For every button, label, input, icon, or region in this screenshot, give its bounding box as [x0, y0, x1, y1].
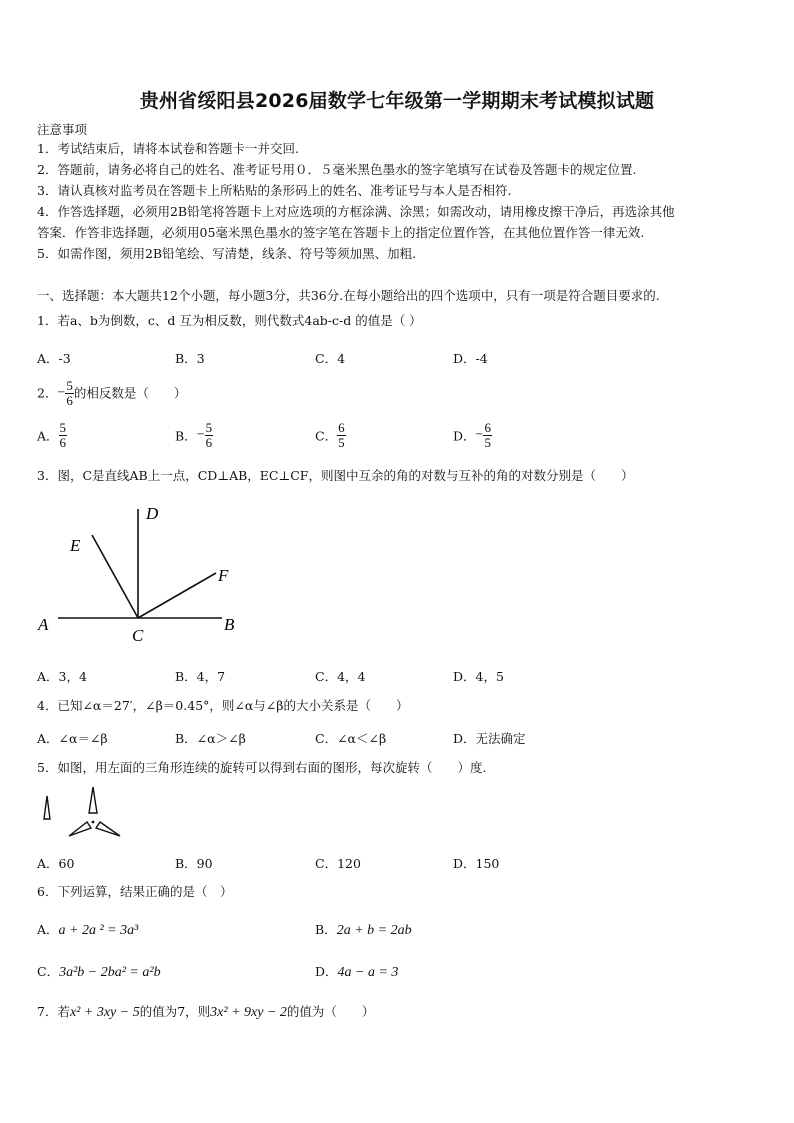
option-label: C． [315, 428, 338, 444]
option-label: B． [175, 428, 197, 444]
q2-minus: − [57, 385, 66, 401]
option-fraction [59, 421, 68, 450]
label-c: C [132, 626, 144, 645]
fraction-numerator: 5 [59, 420, 67, 435]
rotated-triangle-left [69, 822, 91, 836]
q2-option-d [453, 421, 492, 450]
ray-cf [138, 573, 216, 618]
q3-option-c: C．4，4 [315, 669, 366, 684]
q5-rotation-figure [36, 784, 136, 846]
notice-item: 3．请认真核对监考员在答题卡上所粘贴的条形码上的姓名、准考证号与本人是否相符. [37, 183, 512, 198]
q5-option-b: B．90 [175, 856, 213, 871]
q2-stem-rest: 的相反数是（ ） [73, 385, 187, 401]
fraction-denominator: 6 [205, 435, 213, 450]
question-3-stem: 3．图，C是直线AB上一点，CD⊥AB，EC⊥CF，则图中互余的角的对数与互补的角的对数分别是（ ） [37, 468, 634, 483]
q5-option-d: D．150 [453, 856, 500, 871]
label-a: A [38, 615, 49, 634]
q4-option-b: B．∠α＞∠β [175, 731, 246, 746]
option-expression: 3a²b − 2ba² = a²b [59, 965, 161, 980]
q1-option-a: A．-3 [37, 351, 71, 366]
option-label: A． [37, 428, 59, 444]
fraction-numerator: 6 [484, 420, 491, 435]
q6-option-c [37, 962, 161, 981]
q1-option-c: C．4 [315, 351, 346, 366]
q4-option-a: A．∠α＝∠β [37, 731, 108, 746]
fraction-numerator: 5 [66, 378, 73, 393]
q5-option-c: C．120 [315, 856, 361, 871]
rotation-center-dot [92, 821, 95, 824]
option-fraction [205, 421, 214, 450]
question-4-stem: 4．已知∠α＝27′，∠β＝0.45°，则∠α与∠β的大小关系是（ ） [37, 698, 409, 713]
label-d: D [146, 504, 159, 523]
notice-item: 1．考试结束后，请将本试卷和答题卡一并交回. [37, 141, 299, 156]
notice-heading: 注意事项 [37, 122, 88, 137]
fraction-numerator: 6 [338, 420, 345, 435]
single-triangle [44, 796, 50, 819]
q7-expression-2: 3x² + 9xy − 2 [210, 1005, 287, 1020]
q3-geometry-figure [30, 495, 260, 655]
q2-option-a [37, 421, 67, 450]
question-1-stem: 1．若a、b为倒数，c、d 互为相反数，则代数式4ab-c-d 的值是（ ） [37, 313, 422, 328]
q6-option-b [315, 920, 412, 939]
q4-option-d: D．无法确定 [453, 731, 526, 746]
fraction-denominator: 6 [59, 435, 67, 450]
q3-option-a: A．3，4 [37, 669, 87, 684]
label-e: E [70, 536, 81, 555]
question-2-stem [37, 379, 186, 408]
notice-item: 2．答题前，请务必将自己的姓名、准考证号用０．５毫米黑色墨水的签字笔填写在试卷及答题卡的规定位置. [37, 162, 637, 177]
option-label: D． [315, 964, 338, 979]
q7-text: 若 [57, 1004, 70, 1019]
question-7-stem [37, 1004, 374, 1021]
q2-option-b [175, 421, 213, 450]
ray-ce [92, 535, 138, 618]
q2-fraction [65, 379, 74, 408]
rotated-triangle-right [96, 822, 120, 836]
option-label: C． [37, 964, 60, 979]
option-expression: a + 2a ² = 3a³ [58, 923, 139, 938]
option-fraction [337, 421, 346, 450]
option-label: B． [315, 922, 337, 937]
notice-item: 4．作答选择题，必须用2B铅笔将答题卡上对应选项的方框涂满、涂黑；如需改动，请用橡皮擦干净后，再选涂其他 [37, 204, 675, 219]
q4-option-c: C．∠α＜∠β [315, 731, 387, 746]
option-sign: − [196, 427, 205, 443]
notice-item: 5．如需作图，须用2B铅笔绘、写清楚，线条、符号等须加黑、加粗. [37, 246, 417, 261]
q7-number: 7． [37, 1004, 58, 1019]
label-f: F [218, 566, 229, 585]
q1-option-b: B．3 [175, 351, 205, 366]
option-label: A． [37, 922, 59, 937]
fraction-numerator: 5 [205, 420, 213, 435]
option-expression: 2a + b = 2ab [336, 923, 412, 938]
option-sign: − [475, 427, 484, 443]
q7-text: 的值为7，则 [139, 1004, 211, 1019]
fraction-denominator: 5 [338, 435, 345, 450]
q1-option-d: D．-4 [453, 351, 488, 366]
q2-number: 2． [37, 385, 58, 401]
section-heading: 一、选择题：本大题共12个小题，每小题3分，共36分.在每小题给出的四个选项中，只有一项是符合题目要求的. [37, 288, 660, 303]
q2-option-c [315, 421, 346, 450]
q7-expression-1: x² + 3xy − 5 [69, 1005, 140, 1020]
q6-option-a [37, 920, 138, 939]
rotated-triangle-top [89, 787, 97, 813]
option-fraction [483, 421, 492, 450]
q3-option-d: D．4，5 [453, 669, 504, 684]
page-title: 贵州省绥阳县2026届数学七年级第一学期期末考试模拟试题 [139, 90, 655, 112]
label-b: B [224, 615, 235, 634]
fraction-denominator: 6 [66, 393, 73, 408]
q3-option-b: B．4，7 [175, 669, 226, 684]
option-label: D． [453, 428, 476, 444]
question-6-stem: 6．下列运算，结果正确的是（ ） [37, 884, 233, 899]
fraction-denominator: 5 [484, 435, 491, 450]
q5-option-a: A．60 [37, 856, 75, 871]
question-5-stem: 5．如图，用左面的三角形连续的旋转可以得到右面的图形，每次旋转（ ）度. [37, 760, 487, 775]
q6-option-d [315, 962, 398, 981]
q7-text: 的值为（ ） [286, 1004, 375, 1019]
option-expression: 4a − a = 3 [337, 965, 399, 980]
notice-item: 答案．作答非选择题，必须用05毫米黑色墨水的签字笔在答题卡上的指定位置作答，在其他位置作答一律无效. [37, 225, 645, 240]
